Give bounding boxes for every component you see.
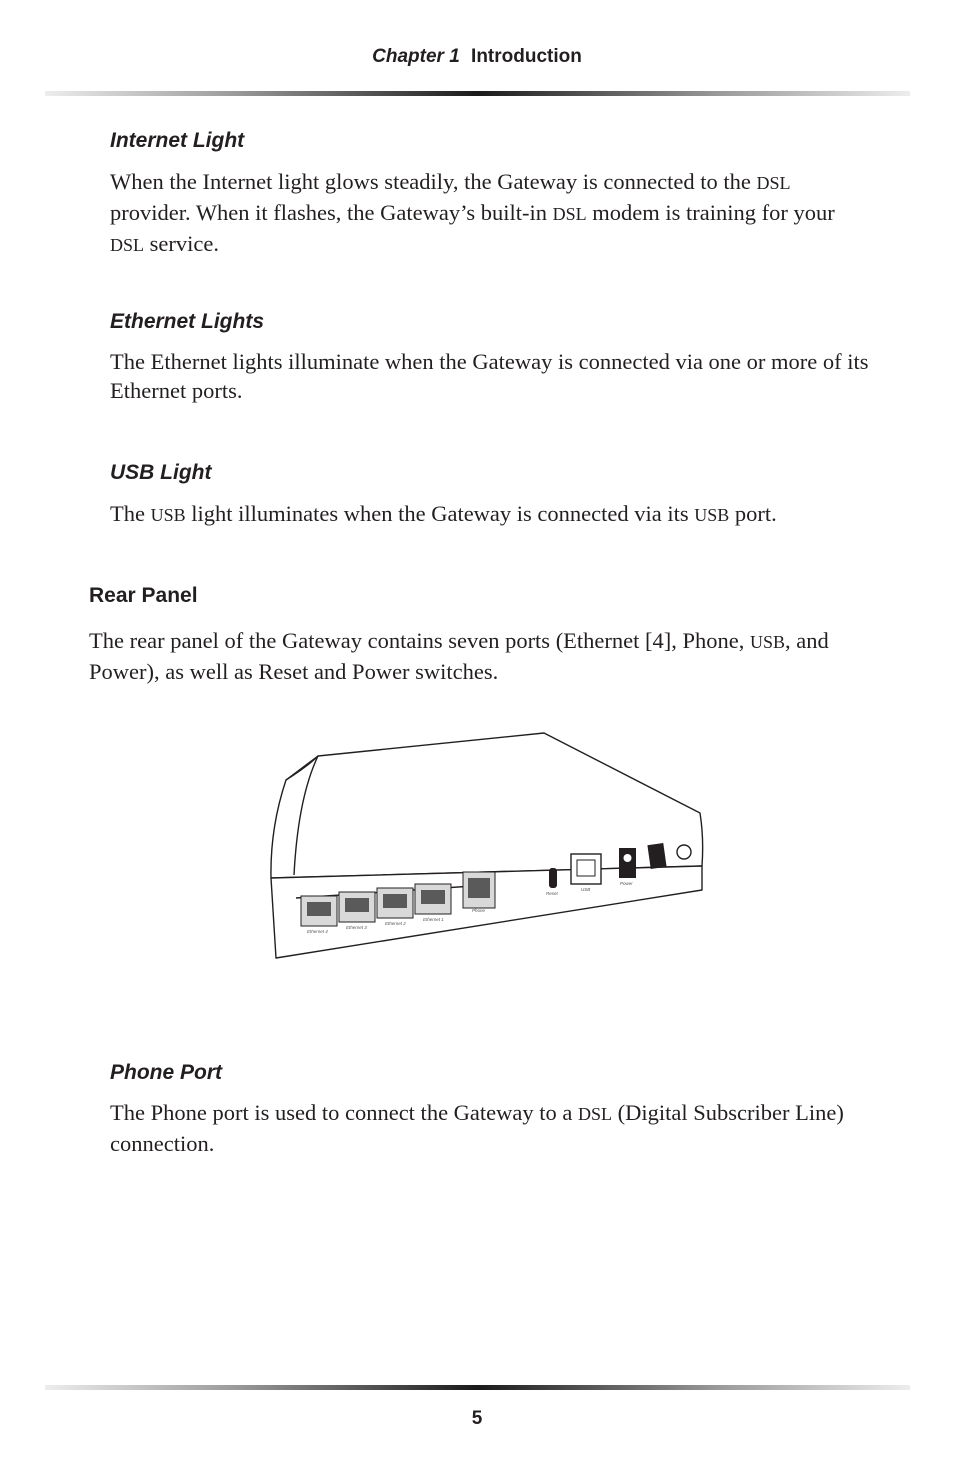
internet-light-text: When the Internet light glows steadily, the Gateway is connected to the DSL provider. When it flashes, the Gateway’s built-in DSL modem is training for your DSL service. <box>110 169 835 256</box>
rear-panel-heading: Rear Panel <box>89 584 198 607</box>
footer-rule <box>45 1385 910 1390</box>
ethernet-4-label: Ethernet 4 <box>307 929 328 934</box>
page-number: 5 <box>471 1408 483 1429</box>
chapter-label: Chapter 1 <box>372 46 460 67</box>
running-header <box>0 46 954 68</box>
chapter-title: Introduction <box>471 46 582 67</box>
reset-button-shape <box>549 868 557 888</box>
rear-panel-illustration <box>268 728 714 964</box>
usb-light-text: The USB light illuminates when the Gateway is connected via its USB port. <box>110 501 777 526</box>
ethernet-lights-heading: Ethernet Lights <box>110 310 265 333</box>
phone-port-heading: Phone Port <box>110 1061 223 1084</box>
power-jack-label: Power <box>620 881 633 886</box>
rear-panel-text: The rear panel of the Gateway contains seven ports (Ethernet [4], Phone, USB, and Power), as well as Reset and Power switches. <box>89 628 829 684</box>
usb-light-heading: USB Light <box>110 461 212 484</box>
ethernet-1-label: Ethernet 1 <box>423 917 444 922</box>
ethernet-2-label: Ethernet 2 <box>385 921 406 926</box>
usb-port-label: USB <box>581 887 591 892</box>
phone-port-label: Phone <box>472 908 486 913</box>
header-rule <box>45 91 910 96</box>
reset-label: Reset <box>546 891 558 896</box>
phone-port-text: The Phone port is used to connect the Gateway to a DSL (Digital Subscriber Line) connection. <box>110 1100 844 1156</box>
internet-light-heading: Internet Light <box>110 129 245 152</box>
ethernet-lights-text: The Ethernet lights illuminate when the Gateway is connected via one or more of its Ethernet ports. <box>110 349 869 403</box>
ethernet-3-label: Ethernet 3 <box>346 925 367 930</box>
